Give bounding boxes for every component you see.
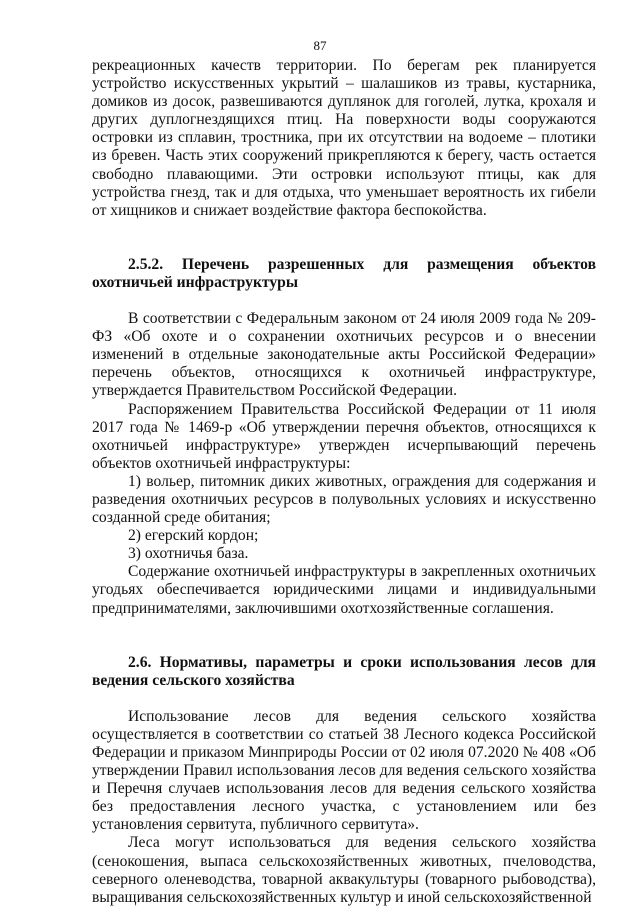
spacer [92, 690, 596, 708]
section-heading-2-6: 2.6. Нормативы, параметры и сроки использования лесов для ведения сельского хозяйства [92, 653, 596, 689]
spacer [92, 220, 596, 256]
document-body [92, 57, 596, 907]
section-2-5-2-paragraph-1: В соответствии с Федеральным законом от 24 июля 2009 года № 209-ФЗ «Об охоте и о сохранении охотничьих ресурсов и о внесении изменений в отдельные законодательные акты Российской Федерации» перечень объектов, относящихся к охотничьей инфраструктуре, утверждается Правительством Российской Федерации. [92, 310, 596, 400]
section-2-5-2-paragraph-2: Распоряжением Правительства Российской Федерации от 11 июля 2017 года № 1469-р «Об утверждении перечня объектов, относящихся к охотничьей инфраструктуре» утвержден исчерпывающий перечень объектов охотничьей инфраструктуры: [92, 400, 596, 472]
spacer [92, 292, 596, 310]
page-number: 87 [313, 38, 327, 53]
section-2-5-2-paragraph-3: Содержание охотничьей инфраструктуры в закрепленных охотничьих угодьях обеспечивается юридическими лицами и индивидуальными предпринимателями, заключившими охотхозяйственные соглашения. [92, 563, 596, 617]
list-item: 2) егерский кордон; [128, 527, 259, 545]
spacer [92, 618, 596, 654]
list-item: 3) охотничья база. [128, 545, 249, 563]
section-heading-2-5-2: 2.5.2. Перечень разрешенных для размещения объектов охотничьей инфраструктуры [92, 255, 596, 291]
intro-paragraph: рекреационных качеств территории. По берегам рек планируется устройство искусственных укрытий – шалашиков из травы, кустарника, домиков из досок, развешиваются дуплянок для гоголей, лутка, крохаля и других дуплогнездящихся птиц. На поверхности воды сооружаются островки из сплавин, тростника, при их отсутствии на водоеме – плотики из бревен. Часть этих сооружений прикрепляются к берегу, часть остается свободно плавающими. Эти островки используют птицы, как для устройства гнезд, так и для отдыха, что уменьшает вероятность их гибели от хищников и снижает воздействие фактора беспокойства. [92, 57, 596, 219]
section-2-6-paragraph-2: Леса могут использоваться для ведения сельского хозяйства (сенокошения, выпаса сельскохозяйственных животных, пчеловодства, северного оленеводства, товарной аквакультуры (товарного рыбоводства), выращивания сельскохозяйственных культур и иной сельскохозяйственной [92, 834, 596, 906]
section-2-6-paragraph-1: Использование лесов для ведения сельского хозяйства осуществляется в соответствии со статьей 38 Лесного кодекса Российской Федерации и приказом Минприроды России от 02 июля 07.2020 № 408 «Об утверждении Правил использования лесов для ведения сельского хозяйства и Перечня случаев использования лесов для ведения сельского хозяйства без предоставления лесного участка, с установлением или без установления сервитута, публичного сервитута». [92, 707, 596, 834]
list-item: 1) вольер, питомник диких животных, ограждения для содержания и разведения охотничьих ресурсов в полувольных условиях и искусственно созданной среде обитания; [92, 472, 596, 527]
